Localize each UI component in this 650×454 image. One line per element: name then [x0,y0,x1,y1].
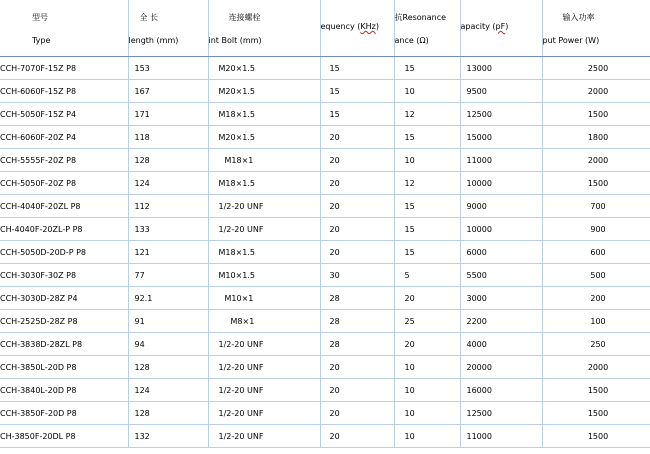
cell-res: 10 [394,402,460,425]
cell-freq: 15 [320,57,394,80]
header-bolt-en: int Bolt (mm) [208,36,262,45]
cell-power: 1800 [542,126,650,149]
cell-res: 15 [394,57,460,80]
cell-model: CCH-3840L-20D P8 [0,379,128,402]
header-resonance [394,0,460,57]
cell-freq: 20 [320,425,394,448]
cell-power: 1500 [542,172,650,195]
cell-bolt: M10×1.5 [208,264,320,287]
cell-res: 12 [394,172,460,195]
table-row [0,149,650,172]
cell-cap: 20000 [460,356,542,379]
cell-model: CH-3850F-20DL P8 [0,425,128,448]
cell-bolt: M8×1 [208,310,320,333]
cell-cap: 9000 [460,195,542,218]
header-model-cn: 型号 [32,13,48,22]
header-capacity [460,0,542,57]
cell-cap: 9500 [460,80,542,103]
cell-length: 124 [128,379,208,402]
header-capacity-unit: pF [495,22,506,31]
cell-cap: 4000 [460,333,542,356]
cell-freq: 28 [320,287,394,310]
cell-cap: 5500 [460,264,542,287]
header-capacity-en [461,20,542,34]
table-row [0,402,650,425]
cell-freq: 28 [320,333,394,356]
table-row [0,126,650,149]
cell-cap: 10000 [460,218,542,241]
cell-freq: 15 [320,103,394,126]
cell-freq: 20 [320,356,394,379]
cell-length: 153 [128,57,208,80]
cell-power: 1500 [542,425,650,448]
header-model-en: Type [32,36,51,45]
cell-power: 100 [542,310,650,333]
header-capacity-pre: apacity ( [460,22,496,31]
cell-freq: 20 [320,218,394,241]
cell-model: CCH-3850F-20D P8 [0,402,128,425]
cell-res: 15 [394,195,460,218]
cell-model: CCH-5050F-20Z P8 [0,172,128,195]
cell-model: CCH-4040F-20ZL P8 [0,195,128,218]
cell-bolt: M18×1.5 [208,172,320,195]
cell-res: 20 [394,333,460,356]
cell-length: 128 [128,356,208,379]
cell-freq: 20 [320,126,394,149]
header-frequency-pre: equency ( [320,22,361,31]
cell-res: 12 [394,103,460,126]
cell-bolt: M20×1.5 [208,57,320,80]
cell-power: 1500 [542,379,650,402]
table-row [0,103,650,126]
cell-cap: 11000 [460,149,542,172]
cell-model: CCH-3030F-30Z P8 [0,264,128,287]
table-row [0,57,650,80]
cell-power: 600 [542,241,650,264]
header-frequency-en [321,20,394,34]
cell-res: 15 [394,126,460,149]
cell-length: 171 [128,103,208,126]
cell-power: 200 [542,287,650,310]
cell-length: 92.1 [128,287,208,310]
table-row [0,310,650,333]
header-power-en: put Power (W) [542,36,600,45]
cell-cap: 10000 [460,172,542,195]
cell-length: 128 [128,149,208,172]
table-row [0,333,650,356]
cell-length: 77 [128,264,208,287]
cell-model: CCH-7070F-15Z P8 [0,57,128,80]
cell-power: 2000 [542,80,650,103]
header-frequency-unit: KHz [360,22,376,31]
cell-bolt: 1/2-20 UNF [208,379,320,402]
cell-power: 2000 [542,149,650,172]
cell-length: 112 [128,195,208,218]
cell-bolt: 1/2-20 UNF [208,218,320,241]
cell-model: CCH-3030D-28Z P4 [0,287,128,310]
cell-power: 1500 [542,402,650,425]
cell-res: 10 [394,425,460,448]
cell-bolt: M18×1.5 [208,241,320,264]
cell-model: CCH-5050D-20D-P P8 [0,241,128,264]
cell-freq: 20 [320,402,394,425]
cell-cap: 12500 [460,402,542,425]
cell-model: CCH-3838D-28ZL P8 [0,333,128,356]
cell-bolt: 1/2-20 UNF [208,356,320,379]
cell-bolt: 1/2-20 UNF [208,425,320,448]
cell-freq: 28 [320,310,394,333]
cell-model: CH-4040F-20ZL-P P8 [0,218,128,241]
cell-freq: 30 [320,264,394,287]
cell-freq: 20 [320,149,394,172]
cell-length: 91 [128,310,208,333]
cell-power: 250 [542,333,650,356]
cell-freq: 20 [320,379,394,402]
header-length-cn: 全 长 [139,13,159,22]
cell-bolt: M10×1 [208,287,320,310]
cell-length: 94 [128,333,208,356]
cell-power: 900 [542,218,650,241]
cell-freq: 15 [320,80,394,103]
cell-res: 10 [394,356,460,379]
cell-res: 10 [394,80,460,103]
table-row [0,264,650,287]
cell-res: 15 [394,241,460,264]
cell-model: CCH-2525D-28Z P8 [0,310,128,333]
cell-length: 133 [128,218,208,241]
header-frequency-post: ) [375,22,379,31]
header-resonance-en: ance (Ω) [394,36,429,45]
header-bolt-cn: 连接螺栓 [228,13,261,22]
cell-model: CCH-6060F-15Z P8 [0,80,128,103]
table-row [0,241,650,264]
cell-res: 15 [394,218,460,241]
cell-cap: 3000 [460,287,542,310]
table-row [0,425,650,448]
header-power [542,0,650,57]
cell-model: CCH-5555F-20Z P8 [0,149,128,172]
cell-res: 10 [394,379,460,402]
cell-bolt: 1/2-20 UNF [208,333,320,356]
cell-length: 118 [128,126,208,149]
cell-freq: 20 [320,241,394,264]
cell-cap: 13000 [460,57,542,80]
cell-length: 124 [128,172,208,195]
table-row [0,218,650,241]
cell-power: 700 [542,195,650,218]
cell-length: 128 [128,402,208,425]
header-capacity-post: ) [505,22,509,31]
header-length [128,0,208,57]
cell-freq: 20 [320,172,394,195]
cell-res: 25 [394,310,460,333]
cell-cap: 15000 [460,126,542,149]
cell-model: CCH-5050F-15Z P4 [0,103,128,126]
header-model [0,0,128,57]
table-row [0,356,650,379]
cell-bolt: M20×1.5 [208,80,320,103]
cell-model: CCH-6060F-20Z P4 [0,126,128,149]
cell-bolt: 1/2-20 UNF [208,195,320,218]
table-row [0,379,650,402]
cell-length: 132 [128,425,208,448]
cell-bolt: M18×1 [208,149,320,172]
table-row [0,287,650,310]
header-row [0,0,650,57]
cell-bolt: M20×1.5 [208,126,320,149]
table-row [0,80,650,103]
cell-res: 20 [394,287,460,310]
cell-power: 2000 [542,356,650,379]
cell-res: 10 [394,149,460,172]
header-resonance-cn: 抗Resonance [394,13,447,22]
cell-cap: 6000 [460,241,542,264]
header-power-cn: 输入功率 [562,13,595,22]
cell-res: 5 [394,264,460,287]
cell-power: 1500 [542,103,650,126]
cell-cap: 16000 [460,379,542,402]
cell-cap: 11000 [460,425,542,448]
cell-bolt: M18×1.5 [208,103,320,126]
cell-length: 121 [128,241,208,264]
table-row [0,172,650,195]
header-bolt [208,0,320,57]
cell-cap: 2200 [460,310,542,333]
cell-power: 500 [542,264,650,287]
cell-model: CCH-3850L-20D P8 [0,356,128,379]
table-row [0,195,650,218]
cell-power: 2500 [542,57,650,80]
cell-length: 167 [128,80,208,103]
header-frequency [320,0,394,57]
cell-cap: 12500 [460,103,542,126]
cell-freq: 20 [320,195,394,218]
header-length-en: length (mm) [128,36,179,45]
cell-bolt: 1/2-20 UNF [208,402,320,425]
